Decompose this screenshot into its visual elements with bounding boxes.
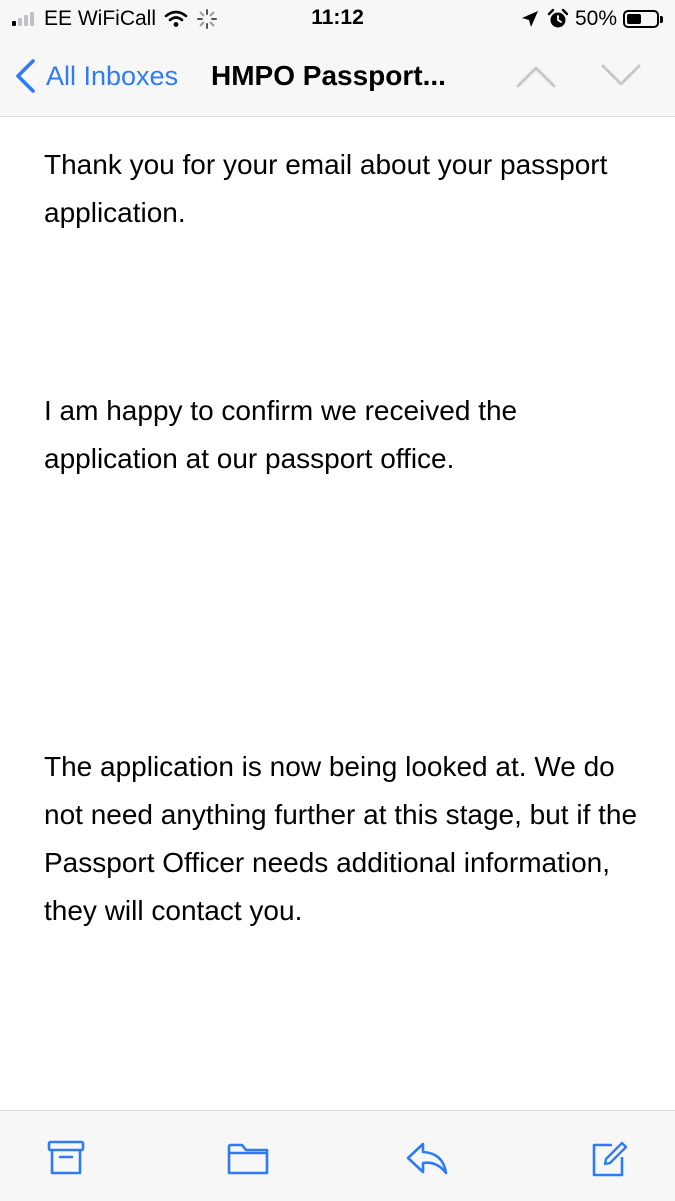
- compose-icon: [588, 1139, 630, 1179]
- back-button[interactable]: [14, 58, 178, 94]
- chevron-up-icon: [515, 60, 557, 92]
- archive-button[interactable]: [46, 1139, 86, 1182]
- battery-tip: [660, 16, 663, 23]
- reply-button[interactable]: [405, 1139, 449, 1182]
- previous-message-button[interactable]: [515, 60, 557, 97]
- status-time: 11:12: [311, 6, 364, 29]
- status-bar: [0, 0, 675, 38]
- navigation-bar: [0, 38, 675, 117]
- battery-icon: [623, 10, 659, 28]
- email-paragraph: I am happy to confirm we received the application at our passport office.: [44, 395, 518, 474]
- battery-percentage: 50%: [574, 7, 617, 30]
- battery-fill: [627, 14, 641, 24]
- reply-icon: [405, 1139, 449, 1177]
- archive-icon: [46, 1139, 86, 1177]
- folder-icon: [226, 1139, 270, 1177]
- next-message-button[interactable]: [600, 60, 642, 97]
- back-button-label: All Inboxes: [46, 60, 179, 91]
- email-body[interactable]: [0, 117, 675, 1110]
- bottom-toolbar: [0, 1110, 675, 1201]
- chevron-down-icon: [600, 60, 642, 92]
- carrier-name: EE WiFiCall: [44, 7, 157, 30]
- move-to-folder-button[interactable]: [226, 1139, 270, 1182]
- email-subject-title: HMPO Passport...: [211, 60, 446, 91]
- email-paragraph: Thank you for your email about your passport application.: [44, 149, 608, 228]
- compose-button[interactable]: [588, 1139, 630, 1184]
- chevron-left-icon: [14, 58, 36, 94]
- status-right: [521, 6, 663, 32]
- email-paragraph: The application is now being looked at. We do not need anything further at this stage, but if the Passport Officer needs additional information, they will contact you.: [44, 751, 638, 926]
- location-arrow-icon: [521, 10, 539, 28]
- alarm-icon: [547, 8, 569, 30]
